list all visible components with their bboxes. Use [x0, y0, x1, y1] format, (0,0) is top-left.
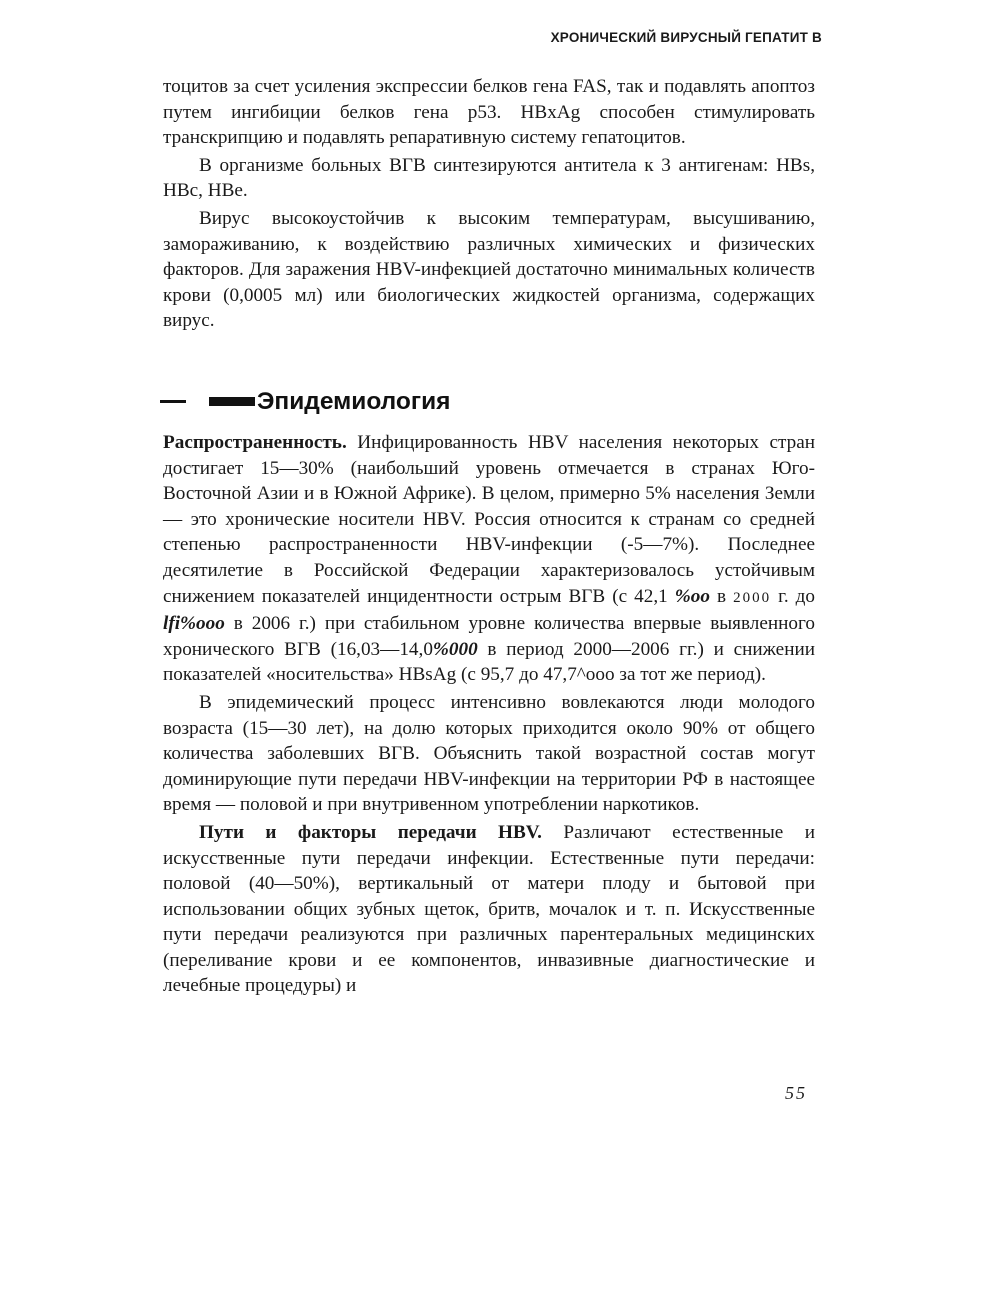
transmission-lead: Пути и факторы передачи HBV. [199, 821, 542, 843]
prevalence-text-e: в период 2000—2006 гг.) и снижении показателей «носительства» HBsAg (с 95,7 до 47,7^ооо за тот же период). [163, 638, 816, 686]
transmission-text: Различают естественные и искусственные пути передачи инфекции. Естественные пути передачи: половой (40—50%), вертикальный от матери плоду и бытовой при использовании общих зубных щеток, бритв, мочалок и т. п. Искусственные пути передачи реализуются при различных парентеральных медицинских (переливание крови и ее компонентов, инвазивные диагностические и лечебные процедуры) и [163, 821, 815, 997]
intro-paragraph-1: тоцитов за счет усиления экспрессии белков гена FAS, так и подавлять апоптоз путем ингибиции белков гена p53. HBxAg способен стимулировать транскрипцию и подавлять репаративную систему гепатоцитов. [163, 76, 815, 149]
heading-dash [160, 400, 186, 403]
heading-bar [209, 397, 255, 406]
running-header: ХРОНИЧЕСКИЙ ВИРУСНЫЙ ГЕПАТИТ В [550, 30, 822, 45]
age-paragraph: В эпидемический процесс интенсивно вовлекаются люди молодого возраста (15—30 лет), на долю которых приходится около 90% от общего количества заболевших ВГВ. Объяснить такой возрастной состав могут доминирующие пути передачи HBV-инфекции на территории РФ в настоящее время — половой и при внутривенном употреблении наркотиков. [163, 691, 815, 816]
section-heading [160, 386, 450, 418]
section-title: Эпидемиология [257, 388, 451, 415]
prevalence-text-b: в [709, 585, 734, 607]
prevalence-paragraph [163, 430, 815, 688]
page-number: 55 [785, 1083, 807, 1103]
prevalence-text-c: г. до [771, 585, 815, 607]
prevalence-text-d: в 2006 г.) при стабильном уровне количества впервые выявленного хронического ВГВ (16,03—14,0 [163, 613, 815, 660]
prevalence-ocr-2: lfi%ooo [163, 613, 225, 635]
intro-text [163, 74, 815, 334]
prevalence-ocr-3: %000 [432, 638, 478, 660]
epidemiology-text [163, 430, 815, 999]
intro-paragraph-3: Вирус высокоустойчив к высоким температурам, высушиванию, замораживанию, к воздействию различных химических и физических факторов. Для заражения HBV-инфекцией достаточно минимальных количеств крови (0,0005 мл) или биологических жидкостей организма, содержащих вирус. [163, 207, 815, 332]
transmission-paragraph [163, 820, 815, 999]
intro-paragraph-2: В организме больных ВГВ синтезируются антитела к 3 антигенам: HBs, HBc, HBe. [163, 154, 815, 202]
prevalence-year: 2000 [733, 589, 772, 606]
prevalence-lead: Распространенность. [163, 432, 347, 453]
prevalence-text-a: Инфицированность HBV населения некоторых стран достигает 15—30% (наибольший уровень отмечается в странах Юго-Восточной Азии и в Южной Африке). В целом, примерно 5% населения Земли — это хронические носители HBV. Россия относится к странам со средней степенью распространенности HBV-инфекции (-5—7%). Последнее десятилетие в Российской Федерации характеризовалось устойчивым снижением показателей инцидентности острым ВГВ (с 42,1 [163, 432, 815, 607]
prevalence-ocr-1: %оо [674, 585, 710, 607]
